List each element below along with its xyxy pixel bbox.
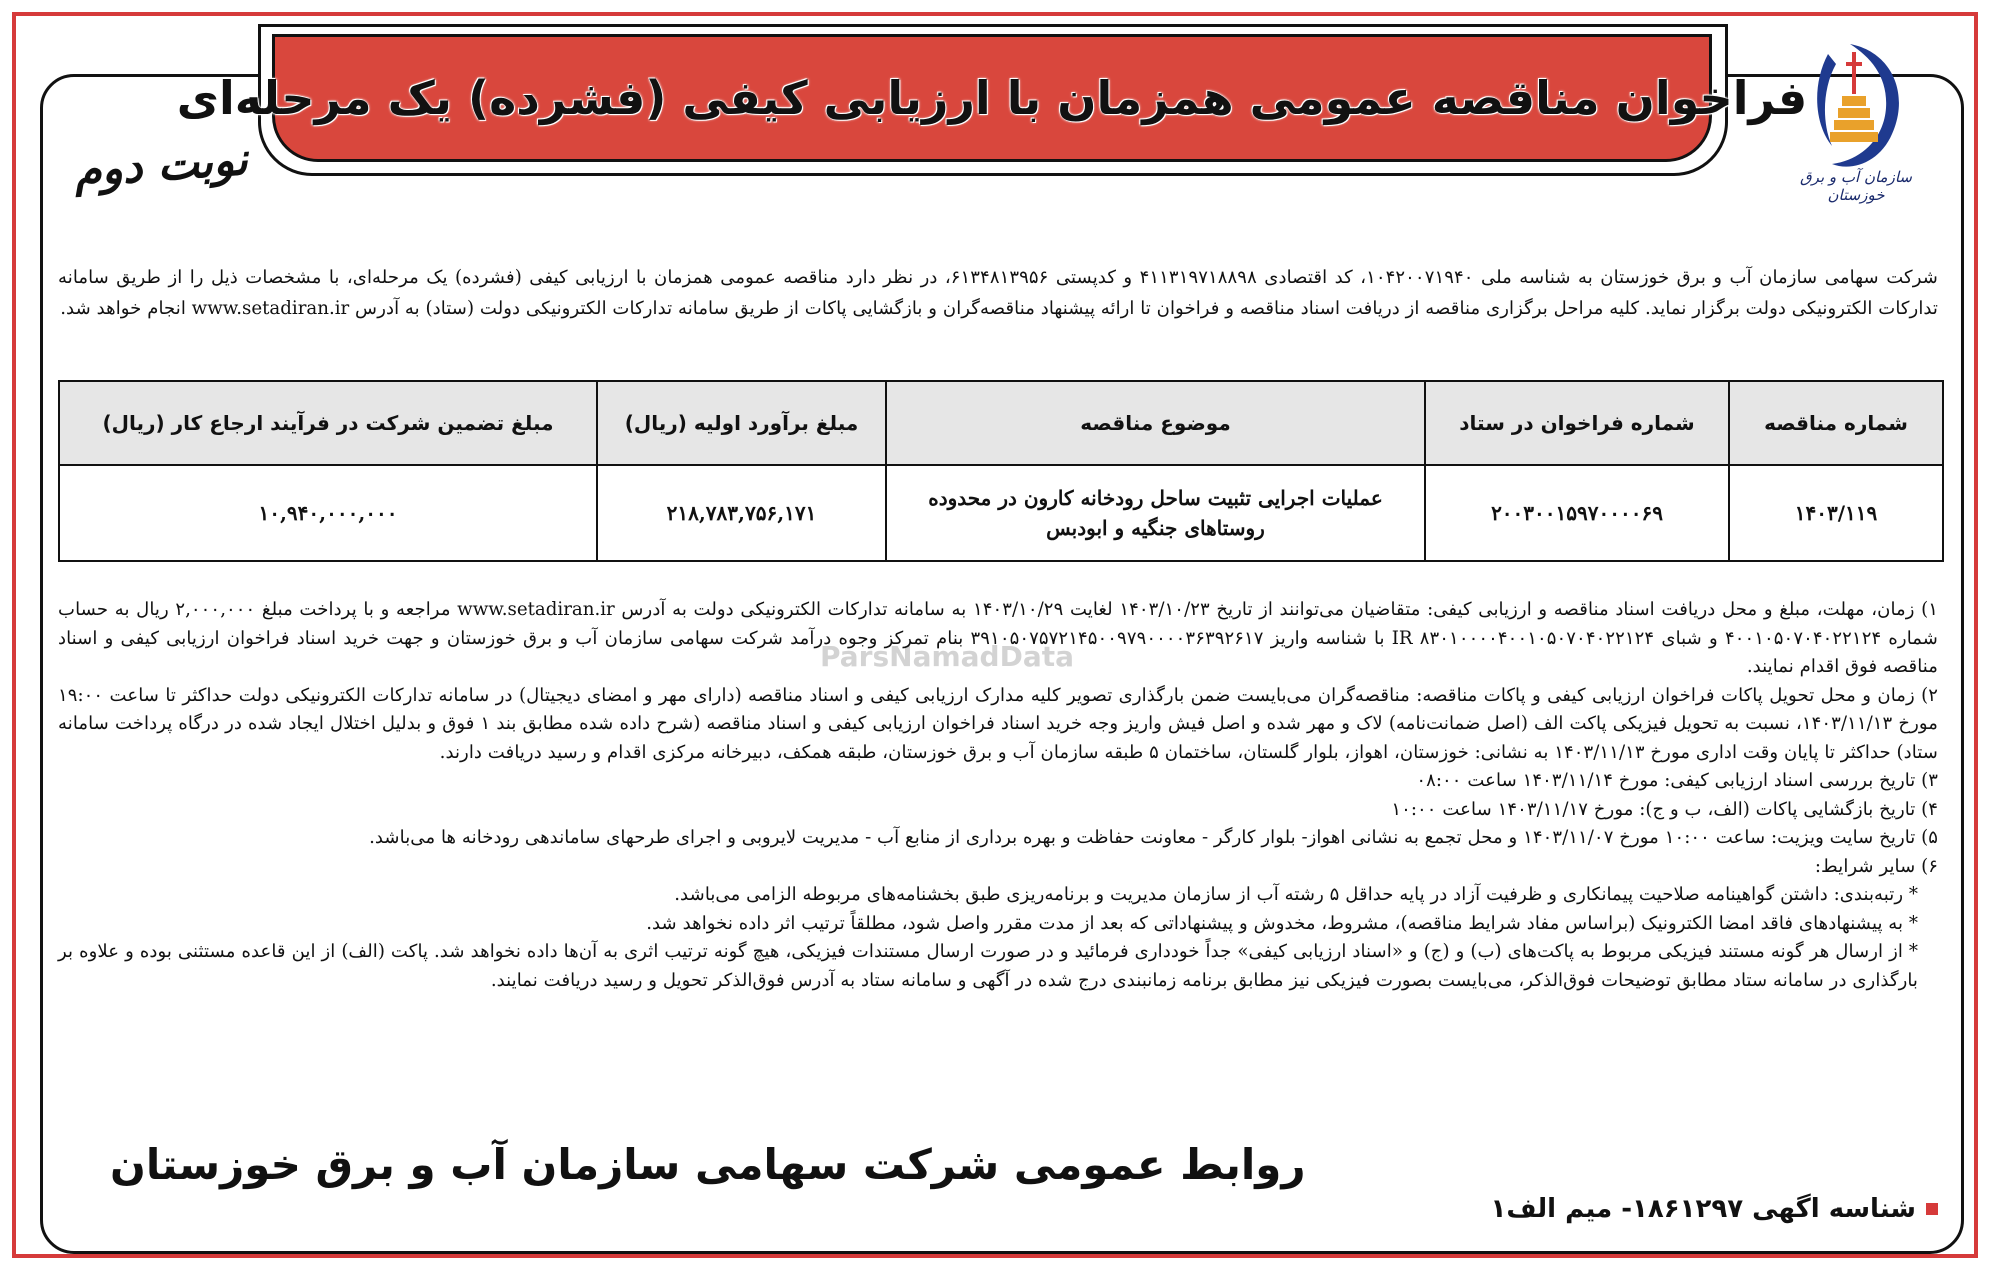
table-header-row <box>59 381 1943 465</box>
tender-table <box>58 380 1944 562</box>
organization-logo <box>1792 34 1922 189</box>
round-label: نوبت دوم <box>72 133 250 198</box>
page-title: فراخوان مناقصه عمومی همزمان با ارزیابی کیفی (فشرده) یک مرحله‌ای <box>176 71 1808 125</box>
intro-paragraph: شرکت سهامی سازمان آب و برق خوزستان به شناسه ملی ۱۰۴۲۰۰۷۱۹۴۰، کد اقتصادی ۴۱۱۳۱۹۷۱۸۸۹۸ و کدپستی ۶۱۳۴۸۱۳۹۵۶، در نظر دارد مناقصه عمومی همزمان با ارزیابی کیفی (فشرده) یک مرحله‌ای، با مشخصات ذیل را از طریق سامانه تدارکات الکترونیکی دولت برگزار نماید. کلیه مراحل برگزاری مناقصه از دریافت اسناد مناقصه و فراخوان تا ارائه پیشنهاد مناقصه‌گران و بازگشایی پاکات از طریق سامانه تدارکات الکترونیکی دولت (ستاد) به آدرس www.setadiran.ir انجام خواهد شد. <box>58 267 1938 320</box>
bullet-square-icon <box>1926 1203 1938 1215</box>
condition-item: * به پیشنهادهای فاقد امضا الکترونیک (براساس مفاد شرایط مناقصه)، مشروط، مخدوش و پیشنهاداتی که بعد از مدت مقرر واصل شود، مطلقاً ترتیب اثر داده نخواهد شد. <box>646 912 1918 934</box>
setad-call-number-cell: ۲۰۰۳۰۰۱۵۹۷۰۰۰۰۶۹ <box>1425 465 1729 561</box>
table-header: شماره مناقصه <box>1729 381 1943 465</box>
ad-identifier-text: شناسه اگهی ۱۸۶۱۲۹۷- میم الف۱ <box>1490 1194 1916 1224</box>
table-header: مبلغ تضمین شرکت در فرآیند ارجاع کار (ریال) <box>59 381 597 465</box>
table-header: شماره فراخوان در ستاد <box>1425 381 1729 465</box>
watermark: ParsNamadData <box>820 640 1074 673</box>
list-item: ۵) تاریخ سایت ویزیت: ساعت ۱۰:۰۰ مورخ ۱۴۰۳/۱۱/۰۷ و محل تجمع به نشانی اهواز- بلوار کارگر - معاونت حفاظت و بهره برداری از منابع آب - مدیریت لایروبی و اجرای طرحهای ساماندهی رودخانه ها می‌باشد. <box>369 827 1938 848</box>
public-relations-signature: روابط عمومی شرکت سهامی سازمان آب و برق خوزستان <box>110 1140 1306 1189</box>
table-header: مبلغ برآورد اولیه (ریال) <box>597 381 886 465</box>
table-row <box>59 465 1943 561</box>
table-header: موضوع مناقصه <box>886 381 1425 465</box>
condition-item: * رتبه‌بندی: داشتن گواهینامه صلاحیت پیمانکاری و ظرفیت آزاد در پایه حداقل ۵ رشته آب از سازمان مدیریت و برنامه‌ریزی طبق بخشنامه‌های مربوطه الزامی می‌باشد. <box>674 884 1918 905</box>
condition-item: * از ارسال هر گونه مستند فیزیکی مربوط به پاکت‌های (ب) و (ج) و «اسناد ارزیابی کیفی» جداً خودداری فرمائید و در صورت ارسال مستندات فیزیکی، هیچ گونه ترتیب اثری به آن‌ها داده نخواهد شد. پاکت (الف) از این قاعده مستثنی بوده و علاوه بر بارگذاری در سامانه ستاد مطابق توضیحات فوق‌الذکر، می‌بایست بصورت فیزیکی نیز مطابق برنامه زمانبندی درج شده در آگهی و سامانه ستاد به آدرس فوق‌الذکر تحویل و رسید دریافت نمایند. <box>58 941 1918 991</box>
list-item: ۱) زمان، مهلت، مبلغ و محل دریافت اسناد مناقصه و ارزیابی کیفی: متقاضیان می‌توانند از تاریخ ۱۴۰۳/۱۰/۲۳ لغایت ۱۴۰۳/۱۰/۲۹ به سامانه تدارکات الکترونیکی دولت به آدرس www.setadiran.ir مراجعه و با پرداخت مبلغ ۲,۰۰۰,۰۰۰ ریال به حساب شماره ۴۰۰۱۰۵۰۷۰۴۰۲۲۱۲۴ و شبای IR ۸۳۰۱۰۰۰۰۴۰۰۱۰۵۰۷۰۴۰۲۲۱۲۴ با شناسه واریز ۳۹۱۰۵۰۷۵۷۲۱۴۵۰۰۹۷۹۰۰۰۰۳۶۳۹۲۶۱۷ بنام تمرکز وجوه درآمد شرکت سهامی سازمان آب و برق خوزستان و جهت خرید اسناد فراخوان ارزیابی کیفی و اسناد مناقصه فوق اقدام نمایند. <box>58 599 1938 677</box>
terms-body <box>58 596 1938 995</box>
guarantee-amount-cell: ۱۰,۹۴۰,۰۰۰,۰۰۰ <box>59 465 597 561</box>
ad-identifier <box>1491 1194 1939 1224</box>
tender-number-cell: ۱۴۰۳/۱۱۹ <box>1729 465 1943 561</box>
initial-estimate-cell: ۲۱۸,۷۸۳,۷۵۶,۱۷۱ <box>597 465 886 561</box>
list-item: ۶) سایر شرایط: <box>1814 855 1938 877</box>
list-item: ۳) تاریخ بررسی اسناد ارزیابی کیفی: مورخ ۱۴۰۳/۱۱/۱۴ ساعت ۰۸:۰۰ <box>1416 770 1938 791</box>
list-item: ۲) زمان و محل تحویل پاکات فراخوان ارزیابی کیفی و پاکات مناقصه: مناقصه‌گران می‌بایست ضمن بارگذاری تصویر کلیه مدارک ارزیابی کیفی و اسناد مناقصه (دارای مهر و امضای دیجیتال) در سامانه تدارکات الکترونیکی دولت حداکثر تا ساعت ۱۹:۰۰ مورخ ۱۴۰۳/۱۱/۱۳، نسبت به تحویل فیزیکی پاکت الف (اصل ضمانت‌نامه) لاک و مهر شده و اصل فیش واریز وجه خرید اسناد فراخوان ارزیابی کیفی و اسناد مناقصه (شرح داده شده مطابق بند ۱ فوق و بدلیل اختلال ایجاد شده در درگاه پرداخت سامانه ستاد) حداکثر تا پایان وقت اداری مورخ ۱۴۰۳/۱۱/۱۳ به نشانی: خوزستان، اهواز، بلوار گلستان، ساختمان ۵ طبقه سازمان آب و برق خوزستان، طبقه همکف، دبیرخانه مرکزی اقدام و رسید دریافت دارند. <box>58 684 1938 763</box>
tender-subject-cell: عملیات اجرایی تثبیت ساحل رودخانه کارون در محدوده روستاهای جنگیه و ابودبس <box>886 465 1425 561</box>
logo-caption: سازمان آب و برق خوزستان <box>1800 168 1912 204</box>
list-item: ۴) تاریخ بازگشایی پاکات (الف، ب و ج): مورخ ۱۴۰۳/۱۱/۱۷ ساعت ۱۰:۰۰ <box>1391 798 1938 820</box>
title-banner <box>176 34 1808 162</box>
